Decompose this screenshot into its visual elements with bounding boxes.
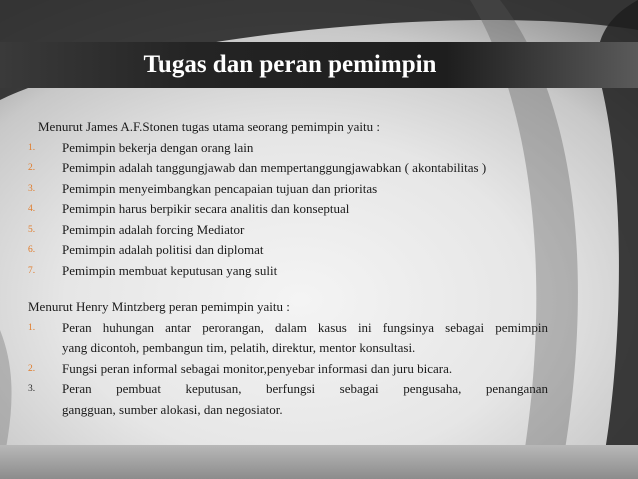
list-item (28, 199, 548, 220)
list-number: 1. (28, 142, 36, 153)
list-text-line: gangguan, sumber alokasi, dan negosiator. (62, 401, 283, 417)
list-number: 2. (28, 363, 36, 374)
list-item (28, 261, 548, 282)
list-text: Pemimpin membuat keputusan yang sulit (62, 262, 278, 278)
list-text: Pemimpin menyeimbangkan pencapaian tujuan dan prioritas (62, 180, 378, 196)
slide-content (28, 117, 548, 420)
section1-list (28, 138, 548, 282)
list-number: 4. (28, 204, 36, 214)
list-item (28, 240, 548, 261)
list-number: 5. (28, 224, 36, 235)
list-item (28, 318, 548, 359)
list-number: 6. (28, 245, 36, 255)
list-text-line: Peran pembuat keputusan, berfungsi sebagai pengusaha, penanganan (62, 381, 548, 396)
list-item (28, 179, 548, 200)
list-text: Pemimpin bekerja dengan orang lain (62, 139, 254, 155)
list-item (28, 359, 548, 380)
list-item (28, 158, 548, 179)
list-number: 2. (28, 163, 36, 173)
list-text-line: yang dicontoh, pembangun tim, pelatih, direktur, mentor konsultasi. (62, 340, 416, 355)
slide-title: Tugas dan peran pemimpin (143, 51, 437, 78)
bottom-band (0, 445, 638, 479)
list-number: 3. (28, 384, 36, 394)
list-text: Pemimpin adalah tanggungjawab dan mempertanggungjawabkan ( akontabilitas ) (62, 160, 487, 175)
section2-list (28, 318, 548, 421)
list-text: Pemimpin adalah forcing Mediator (62, 221, 245, 237)
list-text: Pemimpin adalah politisi dan diplomat (62, 242, 264, 257)
list-text-line: Fungsi peran informal sebagai monitor,penyebar informasi dan juru bicara. (62, 360, 453, 376)
list-item (28, 220, 548, 241)
list-text-line: Peran huhungan antar perorangan, dalam kasus ini fungsinya sebagai pemimpin (62, 319, 548, 335)
list-item (28, 379, 548, 420)
list-item (28, 138, 548, 159)
list-number: 7. (28, 265, 36, 276)
list-text: Pemimpin harus berpikir secara analitis dan konseptual (62, 201, 350, 216)
list-number: 3. (28, 183, 36, 194)
section1-intro: Menurut James A.F.Stonen tugas utama seorang pemimpin yaitu : (38, 119, 380, 134)
section2-intro: Menurut Henry Mintzberg peran pemimpin yaitu : (28, 299, 290, 314)
list-number: 1. (28, 322, 36, 333)
